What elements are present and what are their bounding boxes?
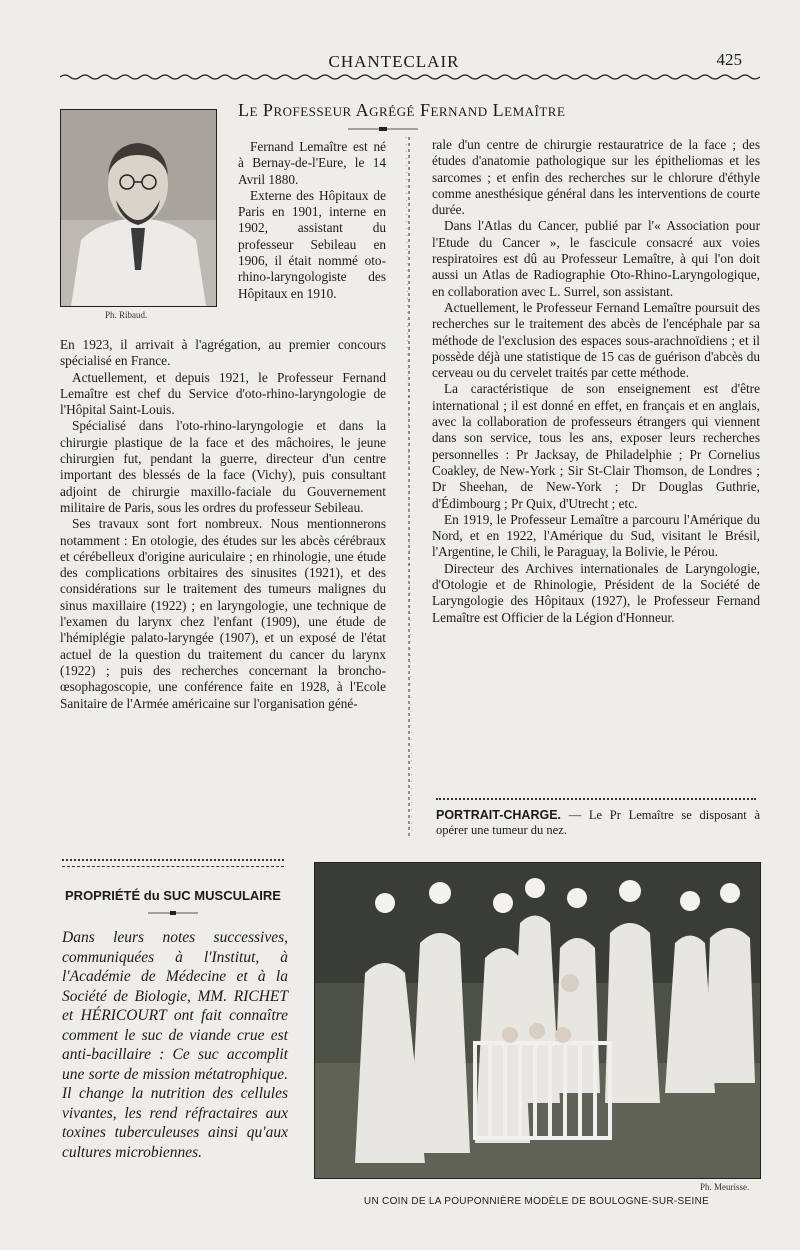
- article-title: Le Professeur Agrégé Fernand Lemaître: [238, 100, 566, 120]
- portrait-charge-text: — Le Pr Lemaître se disposant à opérer une tumeur du nez.: [436, 808, 761, 837]
- nursery-photo-credit: Ph. Meurisse.: [700, 1182, 750, 1192]
- article-paragraph: En 1923, il arrivait à l'agrégation, au premier concours spécialisé en France.: [60, 337, 386, 369]
- article-left-column-intro: [238, 139, 386, 302]
- column-divider-ornament: [404, 137, 414, 837]
- nursery-illustration: [315, 863, 760, 1178]
- article-paragraph: Spécialisé dans l'oto-rhino-laryngologie et dans la chirurgie plastique de la face et des mâchoires, le jeune chirurgien fut, pendant la guerre, directeur d'un centre important des blessés de la face (Vichy), puis consultant adjoint de chirurgie maxillo-faciale du Gouvernement militaire de Paris, sous les ordres du professeur Sebileau.: [60, 418, 386, 515]
- article-paragraph: Actuellement, le Professeur Fernand Lemaître poursuit des recherches sur le traitement des abcès de l'encéphale par sa méthode de l'exclusion des espaces sous-arachnoïdiens ; et il possède déjà une statistique de 15 cas de guérison d'abcès du cerveau ou du cervelet traités par cette méthode.: [432, 299, 760, 381]
- sidebar-top-dots: [62, 859, 284, 861]
- article-paragraph: Fernand Lemaître est né à Bernay-de-l'Eure, le 14 Avril 1880.: [238, 139, 386, 187]
- title-ornament-rule: [348, 126, 418, 132]
- portrait-charge-caption: [436, 808, 760, 838]
- article-paragraph: Actuellement, et depuis 1921, le Professeur Fernand Lemaître est chef du Service d'oto-rhino-laryngologie de l'Hôpital Saint-Louis.: [60, 369, 386, 418]
- nursery-photo-caption: UN COIN DE LA POUPONNIÈRE MODÈLE DE BOULOGNE-SUR-SEINE: [363, 1196, 710, 1207]
- portrait-illustration: [61, 110, 216, 306]
- page-number: 425: [716, 50, 742, 69]
- article-right-column: [432, 137, 760, 626]
- article-paragraph: La caractéristique de son enseignement est d'être international ; il est donné en effet, en français et en anglais, avec la collaboration de professeurs étrangers qui viennent dans son service, tous les ans, exposer leurs recherches personnelles : Pr Jacksay, de Philadelphie ; Pr Cornelius Coakley, de New-York ; Sir St-Clair Thomson, de Londres ; Dr Sheehan, de New-York ; Dr Douglas Guthrie, d'Édimbourg ; Pr Quix, d'Utrecht ; etc.: [432, 381, 760, 511]
- sidebar-title-rule: [148, 910, 198, 916]
- dotted-separator: [436, 798, 756, 800]
- article-paragraph: rale d'un centre de chirurgie restauratrice de la face ; des études d'anatomie pathologique sur les épitheliomas et les sarcomes ; et enfin des recherches sur le chlorure d'éthyle comme anesthésique général dans les interventions de courte durée.: [432, 137, 760, 218]
- article-paragraph: Ses travaux sont fort nombreux. Nous mentionnerons notamment : En otologie, des études sur les abcès cérébraux et cérébelleux d'origine auriculaire ; en rhinologie, une étude des complications orbitaires des sinusites (1921), et des considérations sur le traitement des tumeurs malignes du sinus maxillaire (1922) ; en laryngologie, une technique de l'examen du larynx chez l'enfant (1909), une étude de l'hémiplégie palato-laryngée (1907), et un exposé de l'état actuel de la question du traitement du cancer du larynx (1922) ; puis des recherches concernant la broncho-œsophagoscopie, une conférence faite en 1928, à l'Ecole Sanitaire de l'Armée américaine sur l'organisation géné-: [60, 516, 386, 711]
- nursery-photo: [314, 862, 761, 1179]
- portrait-photo: [60, 109, 217, 307]
- portrait-charge-label: PORTRAIT-CHARGE.: [436, 808, 561, 822]
- sidebar-text: Dans leurs notes successives, communiquées à l'Institut, à l'Académie de Médecine et à la Société de Biologie, MM. RICHET et HÉRICOURT ont fait connaître comment le suc de viande crue est anti-bacillaire : Ce suc accomplit une sorte de mission métatrophique. Il change la nutrition des cellules vivantes, les rend réfractaires aux toxines tuberculeuses ainsi qu'aux cultures microbiennes.: [62, 929, 288, 1161]
- article-paragraph: Dans l'Atlas du Cancer, publié par l'« Association pour l'Etude du Cancer », le fascicule consacré aux voies respiratoires est dû au Professeur Lemaître, à qui l'on doit aussi un Atlas de Radiographie Oto-Rhino-Laryngologique, en collaboration avec L. Surrel, son assistant.: [432, 218, 760, 299]
- article-paragraph: En 1919, le Professeur Lemaître a parcouru l'Amérique du Nord, et en 1922, l'Amérique du Sud, visitant le Brésil, l'Argentine, le Chili, le Paraguay, la Bolivie, le Pérou.: [432, 511, 760, 560]
- sidebar-title: PROPRIÉTÉ du SUC MUSCULAIRE: [65, 888, 281, 903]
- magazine-title: CHANTECLAIR: [328, 52, 460, 71]
- article-paragraph: Directeur des Archives internationales de Laryngologie, d'Otologie et de Rhinologie, Président de la Société de Laryngologie des Hôpitaux (1927), le Professeur Fernand Lemaître est Officier de la Légion d'Honneur.: [432, 560, 760, 625]
- article-left-column: [60, 337, 386, 712]
- portrait-photo-credit: Ph. Ribaud.: [105, 310, 148, 320]
- article-paragraph: Externe des Hôpitaux de Paris en 1901, interne en 1902, assistant du professeur Sebileau en 1906, il était nommé oto-rhino-laryngologiste des Hôpitaux en 1910.: [238, 187, 386, 301]
- sidebar-ornament-rule: [62, 866, 284, 873]
- header-wavy-rule: [60, 73, 760, 81]
